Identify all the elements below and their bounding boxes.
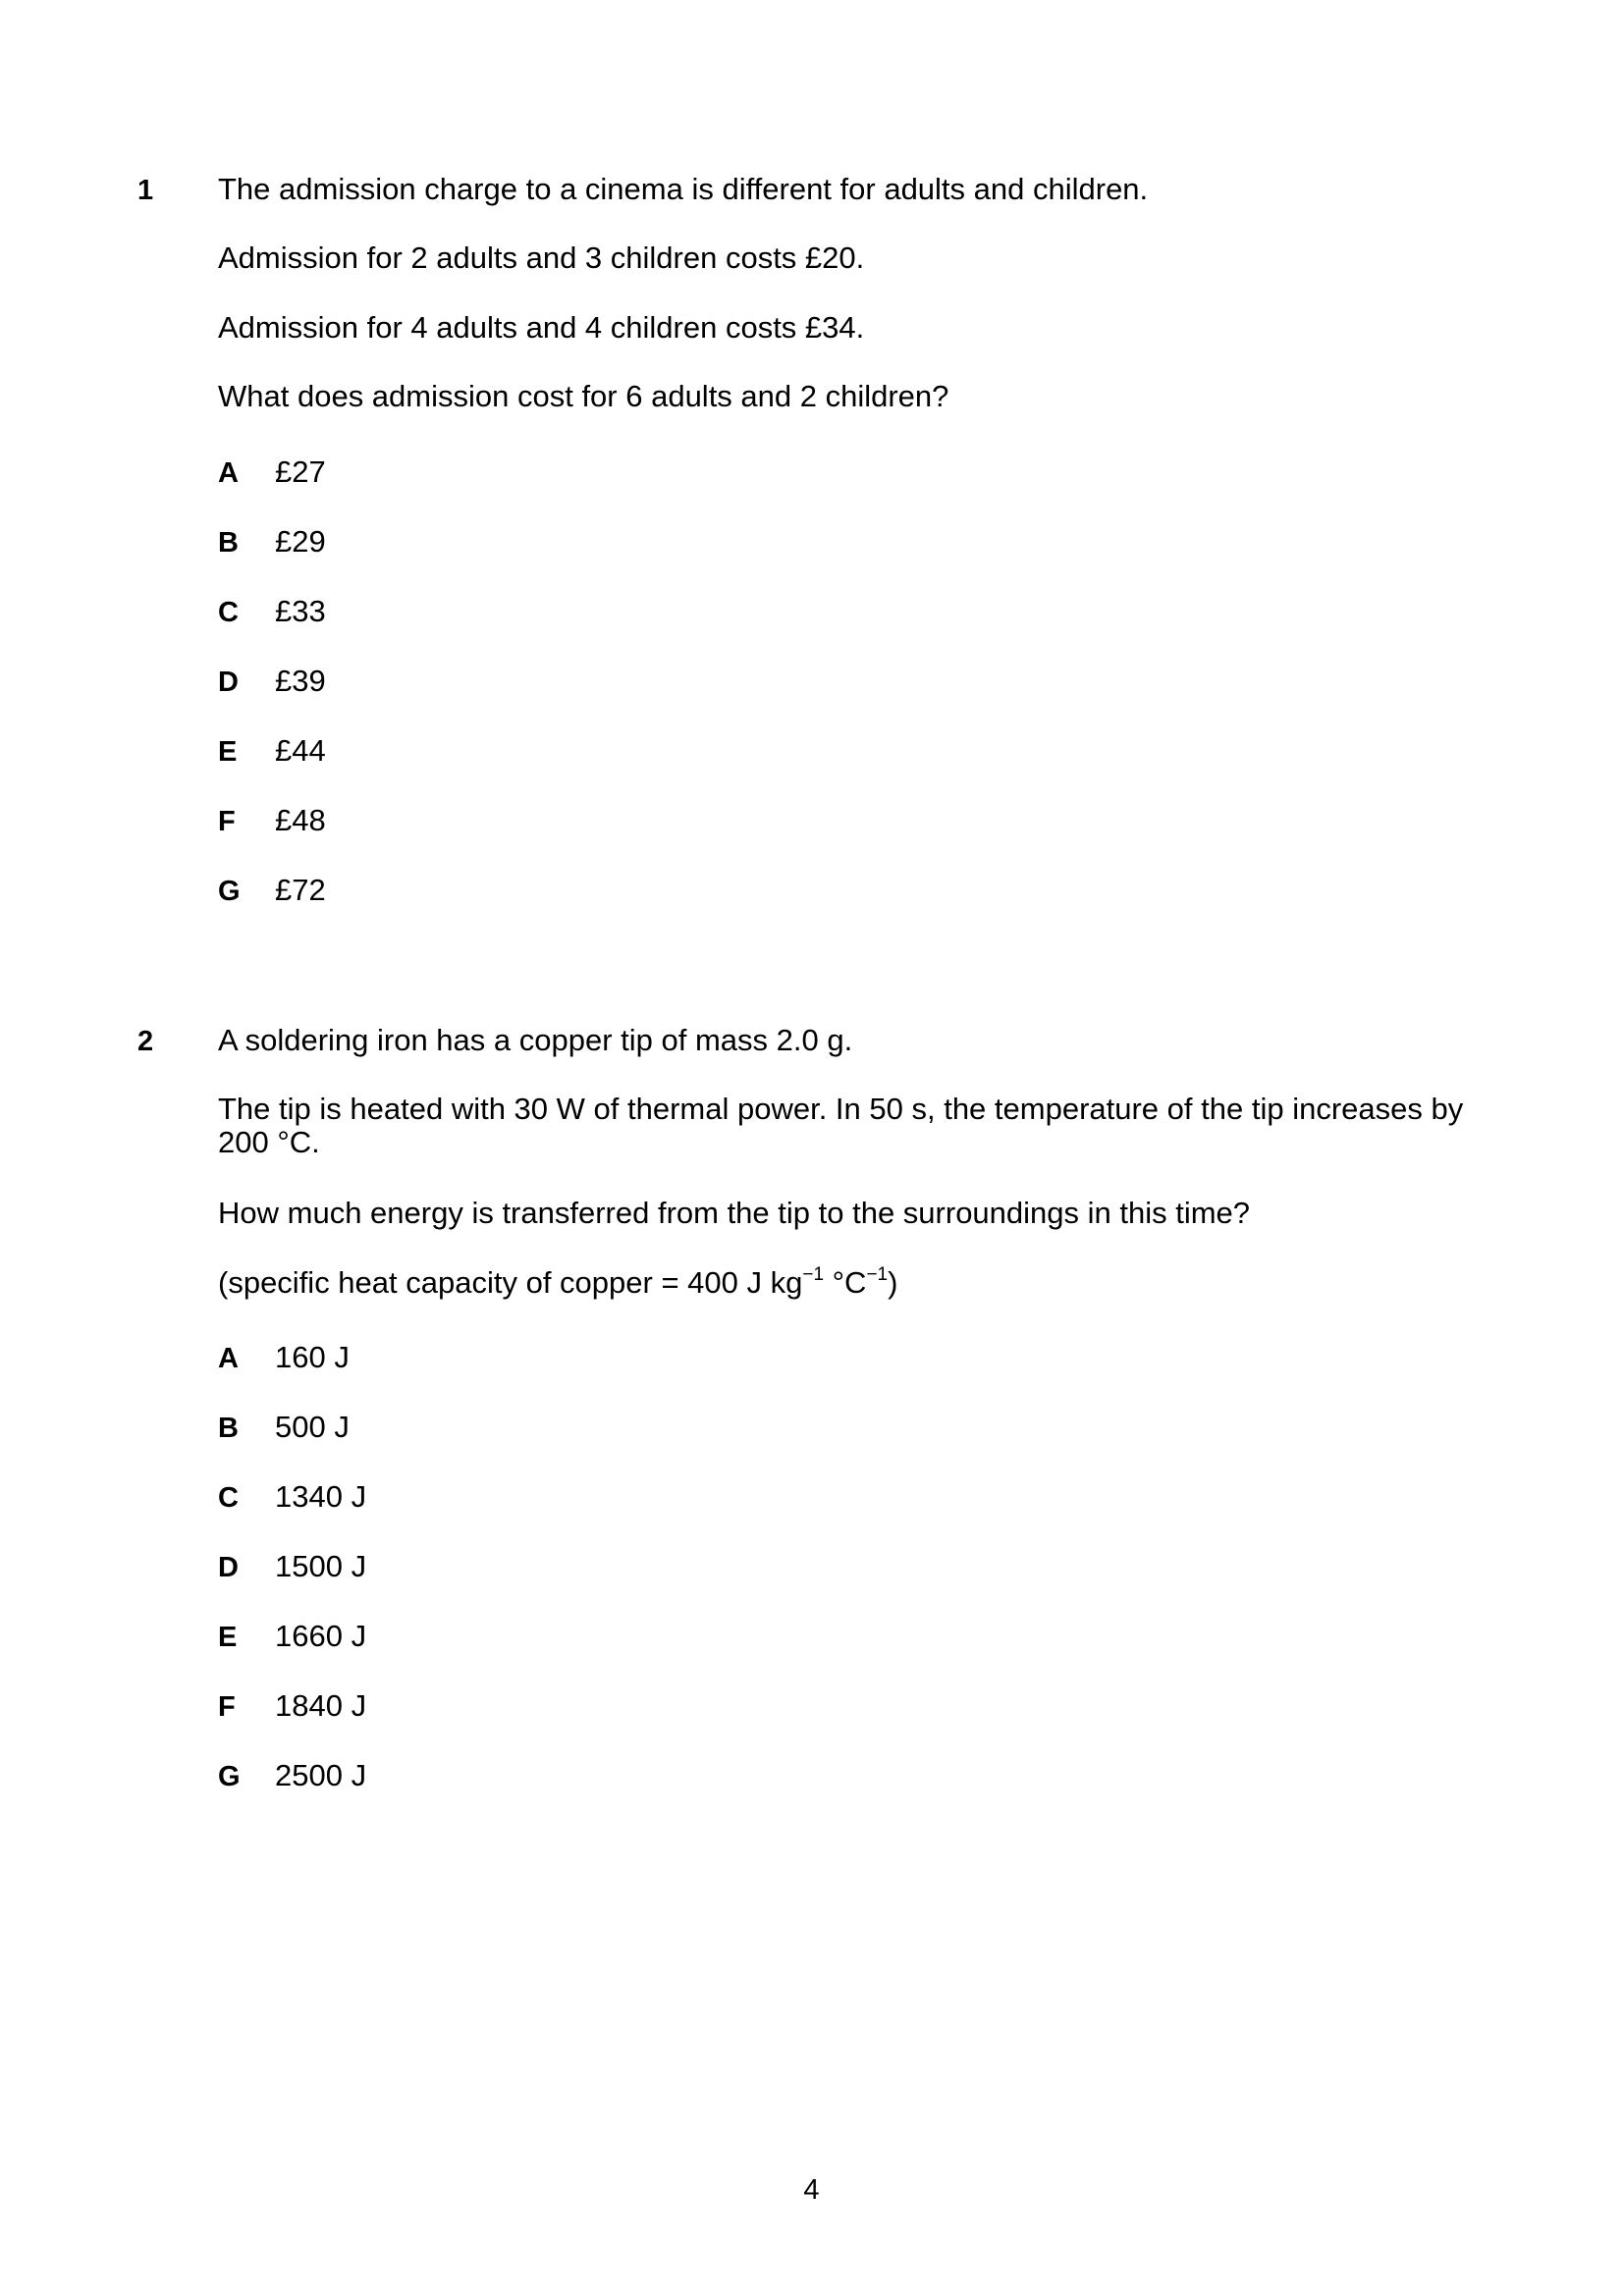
question-prompt: How much energy is transferred from the tip to the surroundings in this time?: [218, 1196, 1251, 1230]
question-text: The admission charge to a cinema is different for adults and children.: [218, 172, 1149, 206]
specific-heat-capacity-note: [218, 1266, 897, 1300]
option-text: £48: [275, 803, 326, 837]
question-text: A soldering iron has a copper tip of mass 2.0 g.: [218, 1023, 853, 1057]
question-text: Admission for 2 adults and 3 children costs £20.: [218, 240, 865, 275]
question-prompt: What does admission cost for 6 adults and 2 children?: [218, 379, 949, 413]
option-letter: D: [218, 1552, 239, 1583]
option-letter: B: [218, 527, 239, 559]
question-number: 1: [137, 175, 154, 206]
option-text: £33: [275, 594, 326, 628]
option-letter: C: [218, 1482, 239, 1514]
option-text: £72: [275, 873, 326, 907]
answer-option-c[interactable]: [218, 1480, 366, 1515]
answer-option-f[interactable]: [218, 804, 326, 838]
option-letter: C: [218, 597, 239, 628]
option-letter: E: [218, 736, 238, 768]
option-text: £29: [275, 524, 326, 559]
option-letter: D: [218, 667, 239, 698]
option-text: 500 J: [275, 1410, 350, 1444]
option-text: 1500 J: [275, 1549, 367, 1583]
answer-option-b[interactable]: [218, 1411, 350, 1445]
option-text: 1340 J: [275, 1479, 367, 1514]
option-text: 1840 J: [275, 1688, 367, 1723]
answer-option-e[interactable]: [218, 734, 326, 769]
answer-option-c[interactable]: [218, 595, 326, 629]
answer-option-f[interactable]: [218, 1689, 366, 1724]
question-text: Admission for 4 adults and 4 children costs £34.: [218, 310, 865, 345]
option-letter: G: [218, 876, 241, 907]
answer-option-d[interactable]: [218, 1550, 366, 1584]
question-text: The tip is heated with 30 W of thermal power. In 50 s, the temperature of the tip increases by 200 °C.: [218, 1092, 1464, 1159]
answer-option-d[interactable]: [218, 665, 326, 699]
option-letter: G: [218, 1761, 241, 1792]
answer-option-a[interactable]: [218, 1341, 350, 1375]
constant-prefix: (specific heat capacity of copper = 400 J kg: [218, 1265, 803, 1300]
constant-suffix: ): [888, 1265, 898, 1300]
option-text: 1660 J: [275, 1619, 367, 1653]
answer-option-b[interactable]: [218, 525, 326, 560]
option-letter: B: [218, 1413, 239, 1444]
answer-option-g[interactable]: [218, 1759, 366, 1793]
answer-option-e[interactable]: [218, 1620, 366, 1654]
page-number: 4: [803, 2174, 820, 2206]
answer-option-g[interactable]: [218, 874, 326, 908]
option-text: £44: [275, 733, 326, 768]
option-letter: A: [218, 457, 239, 489]
option-text: £39: [275, 664, 326, 698]
option-letter: A: [218, 1343, 239, 1374]
option-letter: F: [218, 1691, 236, 1723]
option-text: 160 J: [275, 1340, 350, 1374]
option-text: 2500 J: [275, 1758, 367, 1792]
constant-unit: °C: [824, 1265, 867, 1300]
option-letter: F: [218, 806, 236, 837]
option-letter: E: [218, 1622, 238, 1653]
unit-exponent: −1: [866, 1264, 889, 1285]
question-number: 2: [137, 1026, 154, 1057]
option-text: £27: [275, 454, 326, 489]
answer-option-a[interactable]: [218, 455, 326, 490]
unit-exponent: −1: [802, 1264, 825, 1285]
